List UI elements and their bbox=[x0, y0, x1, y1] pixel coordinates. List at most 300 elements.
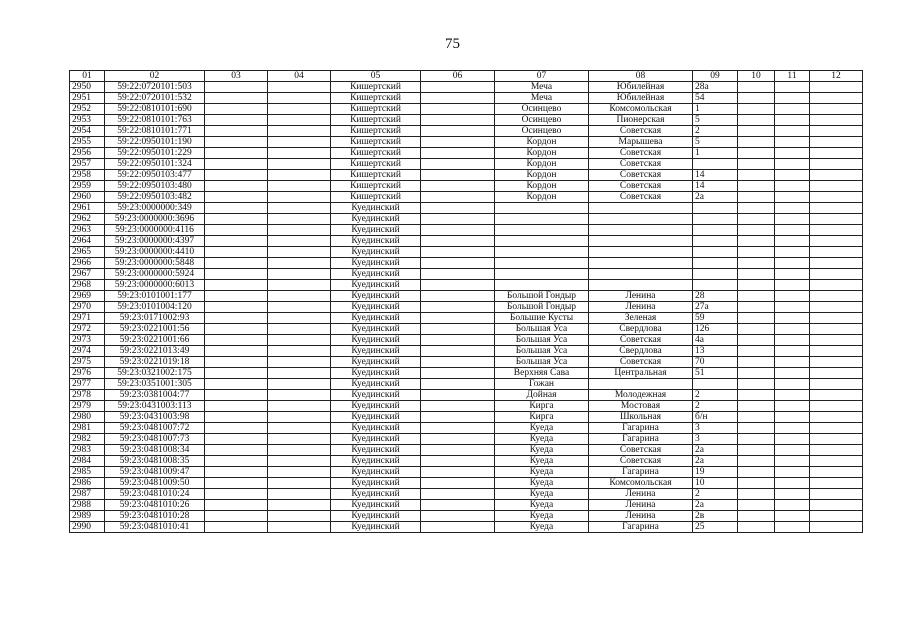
table-cell: 2961 bbox=[70, 203, 105, 214]
table-row bbox=[70, 423, 863, 434]
table-cell bbox=[421, 247, 495, 258]
table-row bbox=[70, 247, 863, 258]
table-cell: 59:23:0381004:77 bbox=[105, 390, 205, 401]
table-cell: 2952 bbox=[70, 104, 105, 115]
table-cell bbox=[693, 236, 738, 247]
table-cell: 2972 bbox=[70, 324, 105, 335]
table-cell: Кордон bbox=[495, 170, 589, 181]
table-cell: 2 bbox=[693, 126, 738, 137]
table-cell: 59:23:0481009:47 bbox=[105, 467, 205, 478]
table-cell: 2976 bbox=[70, 368, 105, 379]
table-cell: Верхняя Сава bbox=[495, 368, 589, 379]
table-cell bbox=[421, 511, 495, 522]
table-row bbox=[70, 324, 863, 335]
table-cell: Кирга bbox=[495, 401, 589, 412]
table-cell bbox=[421, 93, 495, 104]
table-cell bbox=[738, 346, 775, 357]
table-cell bbox=[421, 478, 495, 489]
table-cell bbox=[810, 456, 863, 467]
table-cell bbox=[205, 368, 268, 379]
table-cell bbox=[205, 522, 268, 533]
table-cell: 59:23:0000000:3696 bbox=[105, 214, 205, 225]
table-cell: Гагарина bbox=[589, 467, 693, 478]
table-cell bbox=[775, 456, 810, 467]
table-cell bbox=[268, 445, 331, 456]
table-cell bbox=[810, 214, 863, 225]
table-cell bbox=[810, 225, 863, 236]
table-cell bbox=[205, 137, 268, 148]
table-cell: 10 bbox=[693, 478, 738, 489]
table-cell bbox=[810, 522, 863, 533]
table-cell: Куединский bbox=[331, 368, 421, 379]
table-cell: Меча bbox=[495, 93, 589, 104]
table-cell: Комсомольская bbox=[589, 478, 693, 489]
table-cell bbox=[775, 522, 810, 533]
column-header: 11 bbox=[775, 71, 810, 82]
table-cell: 59:23:0431003:98 bbox=[105, 412, 205, 423]
table-cell: Куединский bbox=[331, 313, 421, 324]
table-cell: 2 bbox=[693, 401, 738, 412]
table-header bbox=[70, 71, 863, 82]
table-cell bbox=[738, 357, 775, 368]
table-cell bbox=[268, 137, 331, 148]
table-cell bbox=[205, 379, 268, 390]
table-cell: 59:23:0481009:50 bbox=[105, 478, 205, 489]
table-cell: 2965 bbox=[70, 247, 105, 258]
table-cell: 2984 bbox=[70, 456, 105, 467]
table-cell bbox=[810, 368, 863, 379]
table-cell: Ленина bbox=[589, 489, 693, 500]
table-cell bbox=[589, 379, 693, 390]
table-cell: Ленина bbox=[589, 511, 693, 522]
table-cell bbox=[738, 500, 775, 511]
table-cell bbox=[495, 269, 589, 280]
table-cell: 2987 bbox=[70, 489, 105, 500]
table-cell bbox=[775, 104, 810, 115]
table-cell: Кирга bbox=[495, 412, 589, 423]
table-cell bbox=[738, 379, 775, 390]
table-cell bbox=[738, 148, 775, 159]
table-cell: Куединский bbox=[331, 423, 421, 434]
table-cell: 2а bbox=[693, 445, 738, 456]
table-cell bbox=[268, 214, 331, 225]
table-cell: 2950 bbox=[70, 82, 105, 93]
table-cell bbox=[738, 203, 775, 214]
table-cell: 2986 bbox=[70, 478, 105, 489]
table-cell bbox=[421, 412, 495, 423]
table-cell bbox=[421, 368, 495, 379]
table-cell: Ленина bbox=[589, 291, 693, 302]
table-cell: 2981 bbox=[70, 423, 105, 434]
table-cell bbox=[205, 346, 268, 357]
register-table bbox=[69, 70, 863, 533]
table-cell: 2973 bbox=[70, 335, 105, 346]
table-cell bbox=[421, 225, 495, 236]
table-cell: Куединский bbox=[331, 346, 421, 357]
table-cell: 59:22:0950103:480 bbox=[105, 181, 205, 192]
table-cell: Кишертский bbox=[331, 170, 421, 181]
table-cell: Большая Уса bbox=[495, 324, 589, 335]
table-cell: 27а bbox=[693, 302, 738, 313]
table-cell bbox=[775, 324, 810, 335]
table-cell bbox=[268, 511, 331, 522]
table-row bbox=[70, 489, 863, 500]
table-cell bbox=[268, 467, 331, 478]
table-cell: Советская bbox=[589, 445, 693, 456]
table-cell bbox=[738, 478, 775, 489]
table-cell: 3 bbox=[693, 434, 738, 445]
table-cell: Советская bbox=[589, 456, 693, 467]
table-cell bbox=[738, 401, 775, 412]
table-cell bbox=[205, 280, 268, 291]
table-cell: Осинцево bbox=[495, 104, 589, 115]
table-cell bbox=[738, 280, 775, 291]
table-cell: Большой Гондыр bbox=[495, 302, 589, 313]
table-cell bbox=[738, 335, 775, 346]
table-cell bbox=[268, 522, 331, 533]
table-row bbox=[70, 93, 863, 104]
table-cell bbox=[421, 170, 495, 181]
table-cell bbox=[205, 511, 268, 522]
table-cell bbox=[810, 346, 863, 357]
table-cell: Куединский bbox=[331, 236, 421, 247]
table-cell: Куединский bbox=[331, 390, 421, 401]
table-row bbox=[70, 511, 863, 522]
table-cell bbox=[268, 269, 331, 280]
table-cell: Куеда bbox=[495, 423, 589, 434]
table-cell bbox=[775, 82, 810, 93]
table-cell bbox=[775, 203, 810, 214]
table-cell: 25 bbox=[693, 522, 738, 533]
table-row bbox=[70, 434, 863, 445]
table-cell: 2963 bbox=[70, 225, 105, 236]
table-cell: Куединский bbox=[331, 335, 421, 346]
table-cell: Зеленая bbox=[589, 313, 693, 324]
table-cell: 2а bbox=[693, 456, 738, 467]
table-cell: б/н bbox=[693, 412, 738, 423]
table-cell: 59:23:0000000:4410 bbox=[105, 247, 205, 258]
table-cell: Куединский bbox=[331, 225, 421, 236]
table-row bbox=[70, 445, 863, 456]
table-row bbox=[70, 236, 863, 247]
table-cell bbox=[421, 203, 495, 214]
table-row bbox=[70, 225, 863, 236]
table-cell bbox=[268, 324, 331, 335]
table-cell: 28а bbox=[693, 82, 738, 93]
table-cell bbox=[738, 456, 775, 467]
table-cell bbox=[421, 379, 495, 390]
table-cell: 59:23:0000000:349 bbox=[105, 203, 205, 214]
table-row bbox=[70, 456, 863, 467]
table-cell bbox=[775, 170, 810, 181]
table-cell bbox=[421, 357, 495, 368]
table-cell bbox=[205, 434, 268, 445]
table-cell: Меча bbox=[495, 82, 589, 93]
table-cell bbox=[810, 181, 863, 192]
table-cell bbox=[775, 489, 810, 500]
table-cell: 2982 bbox=[70, 434, 105, 445]
table-row bbox=[70, 368, 863, 379]
table-cell bbox=[421, 82, 495, 93]
table-cell: 59:23:0351001:305 bbox=[105, 379, 205, 390]
table-cell bbox=[775, 192, 810, 203]
table-cell bbox=[589, 247, 693, 258]
table-cell bbox=[421, 269, 495, 280]
table-cell: 59:23:0481010:24 bbox=[105, 489, 205, 500]
table-cell: 59:23:0221013:49 bbox=[105, 346, 205, 357]
table-cell bbox=[205, 412, 268, 423]
page-number: 75 bbox=[445, 36, 460, 52]
table-cell bbox=[495, 203, 589, 214]
table-cell: 54 bbox=[693, 93, 738, 104]
table-cell: Советская bbox=[589, 126, 693, 137]
table-cell: 51 bbox=[693, 368, 738, 379]
table-cell bbox=[268, 170, 331, 181]
table-cell: 2980 bbox=[70, 412, 105, 423]
table-cell: 2964 bbox=[70, 236, 105, 247]
table-cell: 2953 bbox=[70, 115, 105, 126]
table-body bbox=[70, 82, 863, 533]
table-cell bbox=[738, 159, 775, 170]
table-cell: Куединский bbox=[331, 379, 421, 390]
table-cell bbox=[693, 203, 738, 214]
table-cell: 59:23:0000000:6013 bbox=[105, 280, 205, 291]
table-cell: Куединский bbox=[331, 203, 421, 214]
table-cell bbox=[268, 401, 331, 412]
table-cell: Куеда bbox=[495, 489, 589, 500]
table-cell: Центральная bbox=[589, 368, 693, 379]
table-cell bbox=[268, 236, 331, 247]
table-cell bbox=[775, 423, 810, 434]
table-cell bbox=[205, 445, 268, 456]
table-cell: Юбилейная bbox=[589, 82, 693, 93]
table-cell: Куединский bbox=[331, 445, 421, 456]
table-cell bbox=[268, 434, 331, 445]
table-cell bbox=[775, 115, 810, 126]
table-cell: 59:22:0950101:229 bbox=[105, 148, 205, 159]
table-cell bbox=[810, 511, 863, 522]
table-cell bbox=[738, 93, 775, 104]
table-cell: 2958 bbox=[70, 170, 105, 181]
table-cell bbox=[810, 159, 863, 170]
table-cell: Куединский bbox=[331, 258, 421, 269]
table-row bbox=[70, 104, 863, 115]
table-cell bbox=[775, 313, 810, 324]
table-cell: 2975 bbox=[70, 357, 105, 368]
table-cell: 59:22:0950103:482 bbox=[105, 192, 205, 203]
table-row bbox=[70, 203, 863, 214]
table-cell bbox=[693, 247, 738, 258]
table-cell bbox=[268, 126, 331, 137]
table-cell: 2966 bbox=[70, 258, 105, 269]
table-cell bbox=[738, 434, 775, 445]
table-cell bbox=[775, 511, 810, 522]
table-cell: 59:23:0000000:4116 bbox=[105, 225, 205, 236]
table-cell: 59:22:0810101:690 bbox=[105, 104, 205, 115]
table-cell bbox=[205, 104, 268, 115]
column-header: 04 bbox=[268, 71, 331, 82]
table-cell bbox=[268, 412, 331, 423]
table-cell bbox=[421, 126, 495, 137]
table-cell: 2968 bbox=[70, 280, 105, 291]
table-row bbox=[70, 401, 863, 412]
table-cell: Кишертский bbox=[331, 181, 421, 192]
table-cell: Кордон bbox=[495, 148, 589, 159]
table-cell bbox=[205, 192, 268, 203]
table-cell bbox=[268, 225, 331, 236]
table-row bbox=[70, 335, 863, 346]
table-cell bbox=[205, 126, 268, 137]
table-cell bbox=[738, 445, 775, 456]
table-cell bbox=[589, 203, 693, 214]
table-row bbox=[70, 159, 863, 170]
table-cell: 59:23:0101001:177 bbox=[105, 291, 205, 302]
table-cell: Советская bbox=[589, 335, 693, 346]
table-cell: Гагарина bbox=[589, 434, 693, 445]
table-cell bbox=[693, 258, 738, 269]
table-cell bbox=[775, 148, 810, 159]
table-cell bbox=[205, 357, 268, 368]
table-row bbox=[70, 269, 863, 280]
table-cell bbox=[589, 236, 693, 247]
table-cell bbox=[205, 489, 268, 500]
table-cell bbox=[693, 225, 738, 236]
table-cell: 2957 bbox=[70, 159, 105, 170]
table-cell: Кишертский bbox=[331, 115, 421, 126]
table-row bbox=[70, 500, 863, 511]
table-cell: 2956 bbox=[70, 148, 105, 159]
table-cell: 1 bbox=[693, 148, 738, 159]
table-cell bbox=[421, 214, 495, 225]
table-cell bbox=[693, 379, 738, 390]
table-cell bbox=[589, 269, 693, 280]
table-row bbox=[70, 313, 863, 324]
table-cell bbox=[268, 258, 331, 269]
table-cell bbox=[268, 93, 331, 104]
table-cell bbox=[421, 291, 495, 302]
table-cell: 14 bbox=[693, 181, 738, 192]
table-cell bbox=[205, 203, 268, 214]
table-cell bbox=[421, 324, 495, 335]
table-cell: 59:23:0481010:28 bbox=[105, 511, 205, 522]
table-cell: 28 bbox=[693, 291, 738, 302]
table-cell bbox=[205, 159, 268, 170]
table-cell bbox=[810, 467, 863, 478]
table-cell bbox=[738, 126, 775, 137]
table-row bbox=[70, 214, 863, 225]
table-cell: Кишертский bbox=[331, 93, 421, 104]
table-cell: Куединский bbox=[331, 511, 421, 522]
table-cell bbox=[810, 82, 863, 93]
table-cell bbox=[268, 302, 331, 313]
table-cell: Куединский bbox=[331, 357, 421, 368]
table-cell bbox=[421, 500, 495, 511]
table-cell: 59:22:0810101:771 bbox=[105, 126, 205, 137]
table-cell bbox=[775, 302, 810, 313]
table-cell: 19 bbox=[693, 467, 738, 478]
table-cell: Свердлова bbox=[589, 346, 693, 357]
table-row bbox=[70, 137, 863, 148]
table-cell bbox=[589, 225, 693, 236]
table-row bbox=[70, 302, 863, 313]
table-cell bbox=[775, 269, 810, 280]
table-cell: Осинцево bbox=[495, 115, 589, 126]
table-cell bbox=[775, 236, 810, 247]
column-header: 08 bbox=[589, 71, 693, 82]
table-cell: 59:23:0000000:4397 bbox=[105, 236, 205, 247]
table-cell bbox=[205, 115, 268, 126]
table-cell: 2978 bbox=[70, 390, 105, 401]
table-cell bbox=[205, 478, 268, 489]
table-cell: 2977 bbox=[70, 379, 105, 390]
table-cell bbox=[775, 159, 810, 170]
column-header: 07 bbox=[495, 71, 589, 82]
table-row bbox=[70, 478, 863, 489]
table-cell bbox=[421, 434, 495, 445]
table-cell: Куединский bbox=[331, 467, 421, 478]
table-cell: Молодежная bbox=[589, 390, 693, 401]
table-cell: Большой Гондыр bbox=[495, 291, 589, 302]
table-cell bbox=[421, 423, 495, 434]
table-cell bbox=[810, 258, 863, 269]
table-cell bbox=[268, 335, 331, 346]
table-cell: 2960 bbox=[70, 192, 105, 203]
table-cell bbox=[421, 302, 495, 313]
table-cell: Куединский bbox=[331, 489, 421, 500]
table-cell: 59:23:0101004:120 bbox=[105, 302, 205, 313]
table-cell bbox=[268, 148, 331, 159]
table-cell: 126 bbox=[693, 324, 738, 335]
column-header: 09 bbox=[693, 71, 738, 82]
table-cell: 59:23:0481008:35 bbox=[105, 456, 205, 467]
table-cell bbox=[738, 214, 775, 225]
table-cell bbox=[810, 291, 863, 302]
table-cell: 2970 bbox=[70, 302, 105, 313]
table-cell bbox=[738, 247, 775, 258]
table-cell: Дойная bbox=[495, 390, 589, 401]
table-row bbox=[70, 522, 863, 533]
table-cell bbox=[775, 214, 810, 225]
table-cell bbox=[775, 467, 810, 478]
table-cell bbox=[810, 390, 863, 401]
table-cell bbox=[775, 445, 810, 456]
table-cell: 70 bbox=[693, 357, 738, 368]
table-cell: 59:22:0950103:477 bbox=[105, 170, 205, 181]
table-cell bbox=[268, 280, 331, 291]
table-cell bbox=[205, 258, 268, 269]
table-cell: 2954 bbox=[70, 126, 105, 137]
table-cell bbox=[738, 423, 775, 434]
table-cell bbox=[421, 335, 495, 346]
table-cell bbox=[268, 390, 331, 401]
table-cell bbox=[810, 412, 863, 423]
table-cell bbox=[205, 500, 268, 511]
table-cell bbox=[738, 313, 775, 324]
table-cell bbox=[775, 368, 810, 379]
table-cell: Куединский bbox=[331, 214, 421, 225]
table-cell: Большая Уса bbox=[495, 346, 589, 357]
table-cell: Куединский bbox=[331, 434, 421, 445]
table-cell bbox=[693, 214, 738, 225]
table-cell bbox=[205, 214, 268, 225]
table-cell bbox=[810, 500, 863, 511]
table-cell bbox=[738, 522, 775, 533]
table-cell: Куединский bbox=[331, 456, 421, 467]
table-cell: 2971 bbox=[70, 313, 105, 324]
table-cell bbox=[775, 335, 810, 346]
table-cell bbox=[205, 225, 268, 236]
table-cell: Советская bbox=[589, 170, 693, 181]
